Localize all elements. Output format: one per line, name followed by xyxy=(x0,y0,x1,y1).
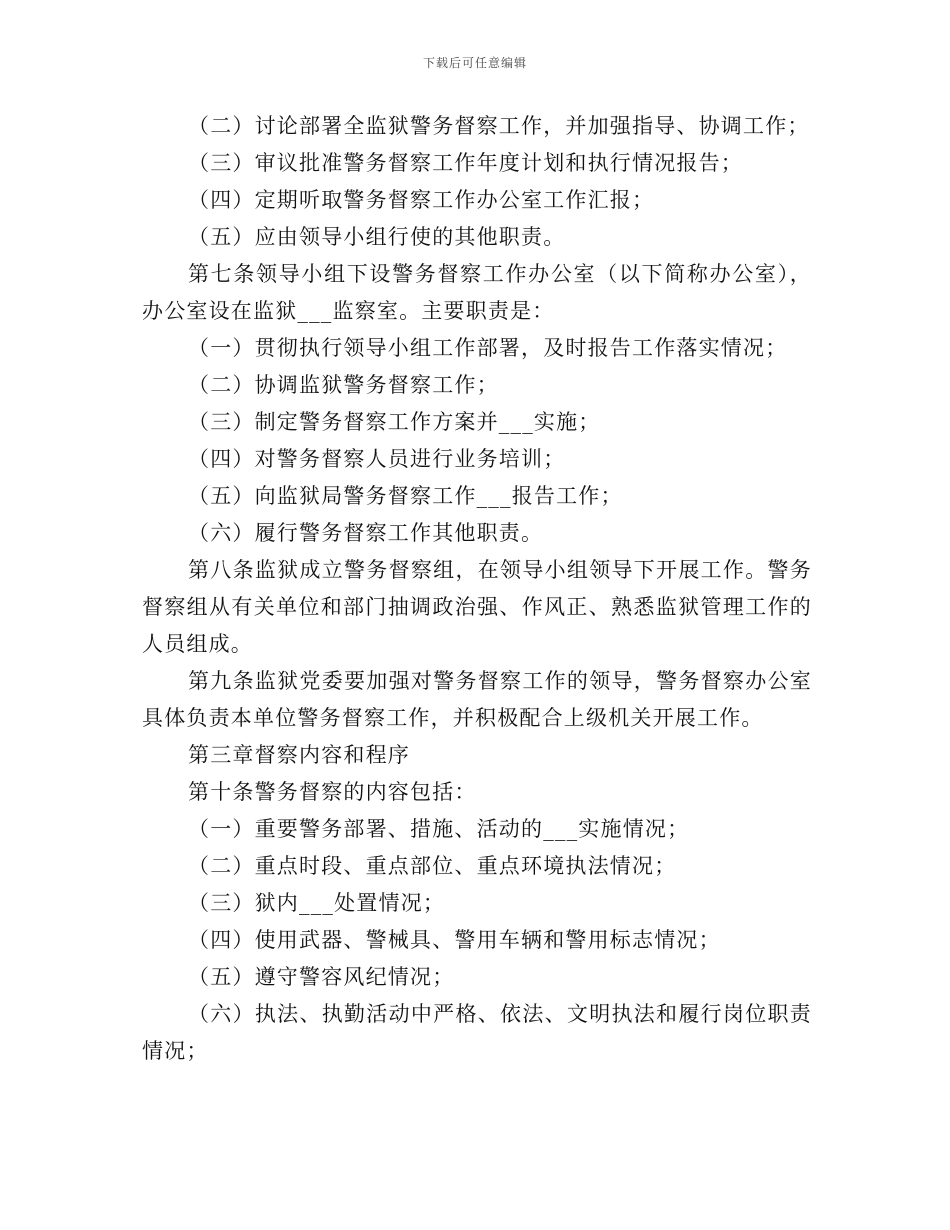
article-10-item-1: （一）重要警务部署、措施、活动的___实施情况； xyxy=(188,817,690,841)
article-7-item-3: （三）制定警务督察工作方案并___实施； xyxy=(188,410,601,434)
page-header: 下载后可任意编辑 xyxy=(422,56,527,70)
article-7-item-4: （四）对警务督察人员进行业务培训； xyxy=(188,447,566,471)
article-10-item-6: （六）执法、执勤活动中严格、依法、文明执法和履行岗位职责情况； xyxy=(142,1002,812,1063)
article-10-item-5: （五）遵守警容风纪情况； xyxy=(188,965,455,989)
paragraph-item-3: （三）审议批准警务督察工作年度计划和执行情况报告； xyxy=(188,151,743,175)
paragraph-item-2: （二）讨论部署全监狱警务督察工作，并加强指导、协调工作； xyxy=(188,114,810,138)
article-10-item-4: （四）使用武器、警械具、警用车辆和警用标志情况； xyxy=(188,928,721,952)
article-10: 第十条警务督察的内容包括： xyxy=(188,780,477,804)
chapter-3-heading: 第三章督察内容和程序 xyxy=(188,743,410,767)
paragraph-item-4: （四）定期听取警务督察工作办公室工作汇报； xyxy=(188,188,655,212)
article-7-item-2: （二）协调监狱警务督察工作； xyxy=(188,373,499,397)
article-10-item-2: （二）重点时段、重点部位、重点环境执法情况； xyxy=(188,854,677,878)
article-7-item-6: （六）履行警务督察工作其他职责。 xyxy=(188,521,544,545)
article-9: 第九条监狱党委要加强对警务督察工作的领导，警务督察办公室具体负责本单位警务督察工作，并积极配合上级机关开展工作。 xyxy=(142,669,812,730)
article-7: 第七条领导小组下设警务督察工作办公室（以下简称办公室），办公室设在监狱___监察室。主要职责是： xyxy=(142,262,812,323)
paragraph-item-5: （五）应由领导小组行使的其他职责。 xyxy=(188,225,566,249)
article-7-item-1: （一）贯彻执行领导小组工作部署，及时报告工作落实情况； xyxy=(188,336,788,360)
article-7-item-5: （五）向监狱局警务督察工作___报告工作； xyxy=(188,484,623,508)
article-8: 第八条监狱成立警务督察组，在领导小组领导下开展工作。警务督察组从有关单位和部门抽调政治强、作风正、熟悉监狱管理工作的人员组成。 xyxy=(142,558,812,656)
article-10-item-3: （三）狱内___处置情况； xyxy=(188,891,446,915)
document-body xyxy=(142,108,812,1070)
